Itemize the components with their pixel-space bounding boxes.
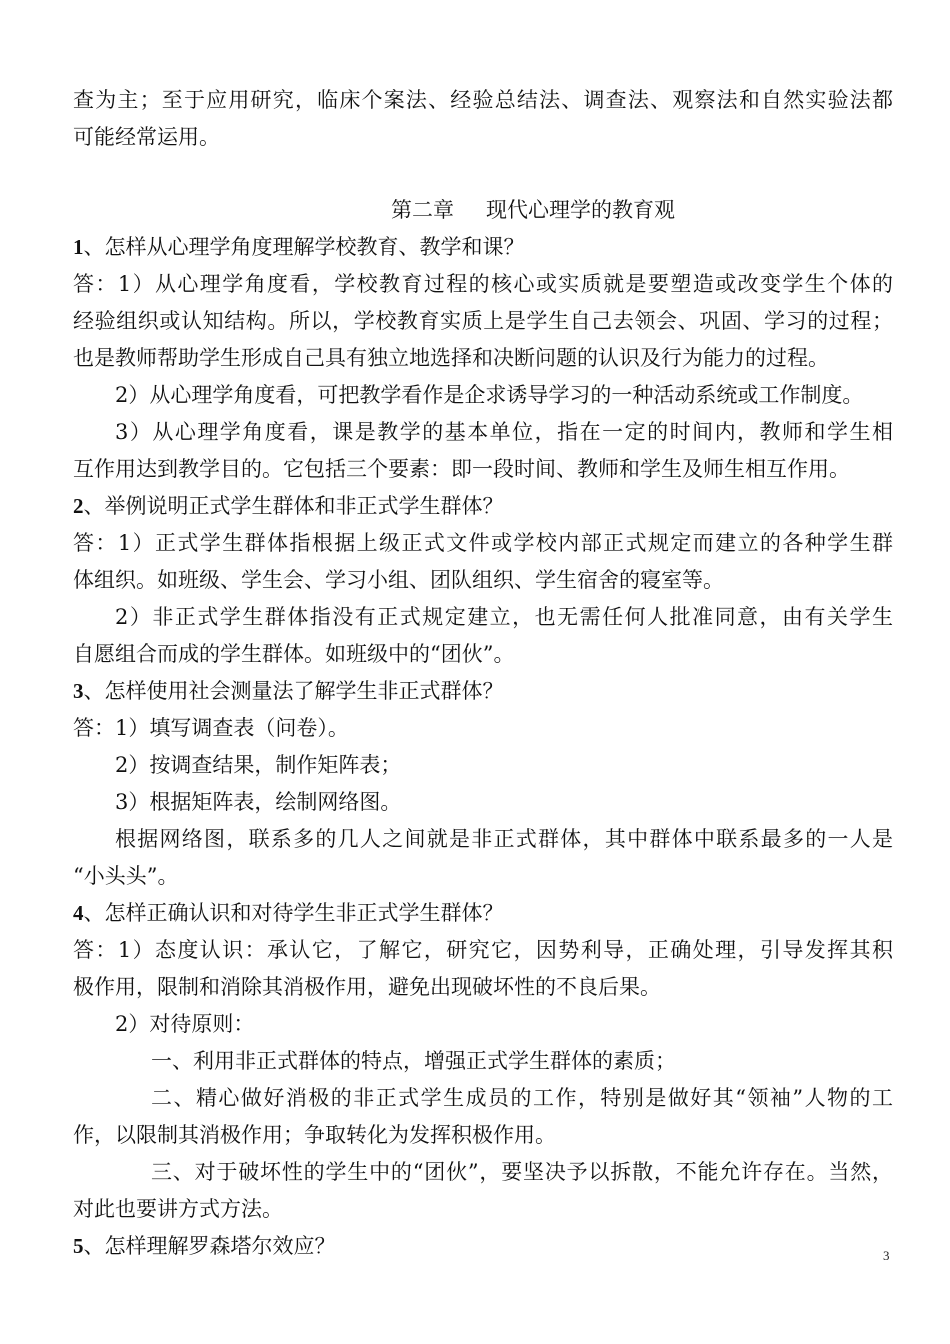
- answer-line: 体组织。如班级、学生会、学习小组、团队组织、学生宿舍的寝室等。: [73, 568, 724, 592]
- answer-line: “小头头”。: [73, 864, 179, 888]
- answer-line: 也是教师帮助学生形成自己具有独立地选择和决断问题的认识及行为能力的过程。: [73, 346, 829, 370]
- question-text: 、怎样从心理学角度理解学校教育、教学和课？: [83, 235, 525, 259]
- question-text: 、怎样使用社会测量法了解学生非正式群体？: [83, 679, 504, 703]
- question-text: 、怎样理解罗森塔尔效应？: [83, 1234, 336, 1258]
- answer-line: 根据网络图，联系多的几人之间就是非正式群体，其中群体中联系最多的一人是: [115, 827, 893, 851]
- answer-line: 答：1）从心理学角度看，学校教育过程的核心或实质就是要塑造或改变学生个体的: [73, 272, 893, 296]
- answer-line: 极作用，限制和消除其消极作用，避免出现破坏性的不良后果。: [73, 975, 661, 999]
- answer-line: 答：1）填写调查表（问卷）。: [73, 716, 349, 740]
- answer-line: 2）按调查结果，制作矩阵表；: [115, 753, 402, 777]
- answer-line: 作，以限制其消极作用；争取转化为发挥积极作用。: [73, 1123, 556, 1147]
- answer-line: 互作用达到教学目的。它包括三个要素：即一段时间、教师和学生及师生相互作用。: [73, 457, 850, 481]
- question-3: [73, 673, 893, 710]
- answer-line: 答：1）态度认识：承认它，了解它，研究它，因势利导，正确处理，引导发挥其积: [73, 938, 893, 962]
- question-number: 3: [73, 679, 84, 703]
- answer-line: 自愿组合而成的学生群体。如班级中的“团伙”。: [73, 642, 515, 666]
- answer-line: 二、精心做好消极的非正式学生成员的工作，特别是做好其“领袖”人物的工: [151, 1086, 893, 1110]
- answer-line: 对此也要讲方式方法。: [73, 1197, 283, 1221]
- paragraph-line: 可能经常运用。: [73, 125, 220, 149]
- paragraph-line: 查为主；至于应用研究，临床个案法、经验总结法、调查法、观察法和自然实验法都: [73, 88, 893, 112]
- question-text: 、怎样正确认识和对待学生非正式学生群体？: [83, 901, 504, 925]
- answer-line: 2）从心理学角度看，可把教学看作是企求诱导学习的一种活动系统或工作制度。: [115, 383, 864, 407]
- question-2: [73, 488, 893, 525]
- spacer: [73, 156, 893, 192]
- question-4: [73, 895, 893, 932]
- answer-line: 3）根据矩阵表，绘制网络图。: [115, 790, 402, 814]
- question-5: [73, 1228, 893, 1265]
- answer-line: 3）从心理学角度看，课是教学的基本单位，指在一定的时间内，教师和学生相: [115, 420, 893, 444]
- chapter-title: 现代心理学的教育观: [486, 198, 675, 222]
- chapter-label: 第二章: [391, 198, 454, 222]
- answer-line: 2）对待原则：: [115, 1012, 255, 1036]
- answer-line: 2）非正式学生群体指没有正式规定建立，也无需任何人批准同意，由有关学生: [115, 605, 893, 629]
- question-1: [73, 229, 893, 266]
- answer-line: 答：1）正式学生群体指根据上级正式文件或学校内部正式规定而建立的各种学生群: [73, 531, 893, 555]
- question-text: 、举例说明正式学生群体和非正式学生群体？: [83, 494, 504, 518]
- document-body: [73, 82, 893, 1265]
- question-number: 1: [73, 235, 84, 259]
- answer-line: 一、利用非正式群体的特点，增强正式学生群体的素质；: [151, 1049, 676, 1073]
- answer-line: 经验组织或认知结构。所以，学校教育实质上是学生自己去领会、巩固、学习的过程；: [73, 309, 893, 333]
- answer-line: 三、对于破坏性的学生中的“团伙”，要坚决予以拆散，不能允许存在。当然，: [151, 1160, 893, 1184]
- question-number: 5: [73, 1234, 84, 1258]
- page-number: 3: [883, 1248, 890, 1263]
- question-number: 4: [73, 901, 84, 925]
- chapter-heading: [73, 192, 893, 229]
- question-number: 2: [73, 494, 84, 518]
